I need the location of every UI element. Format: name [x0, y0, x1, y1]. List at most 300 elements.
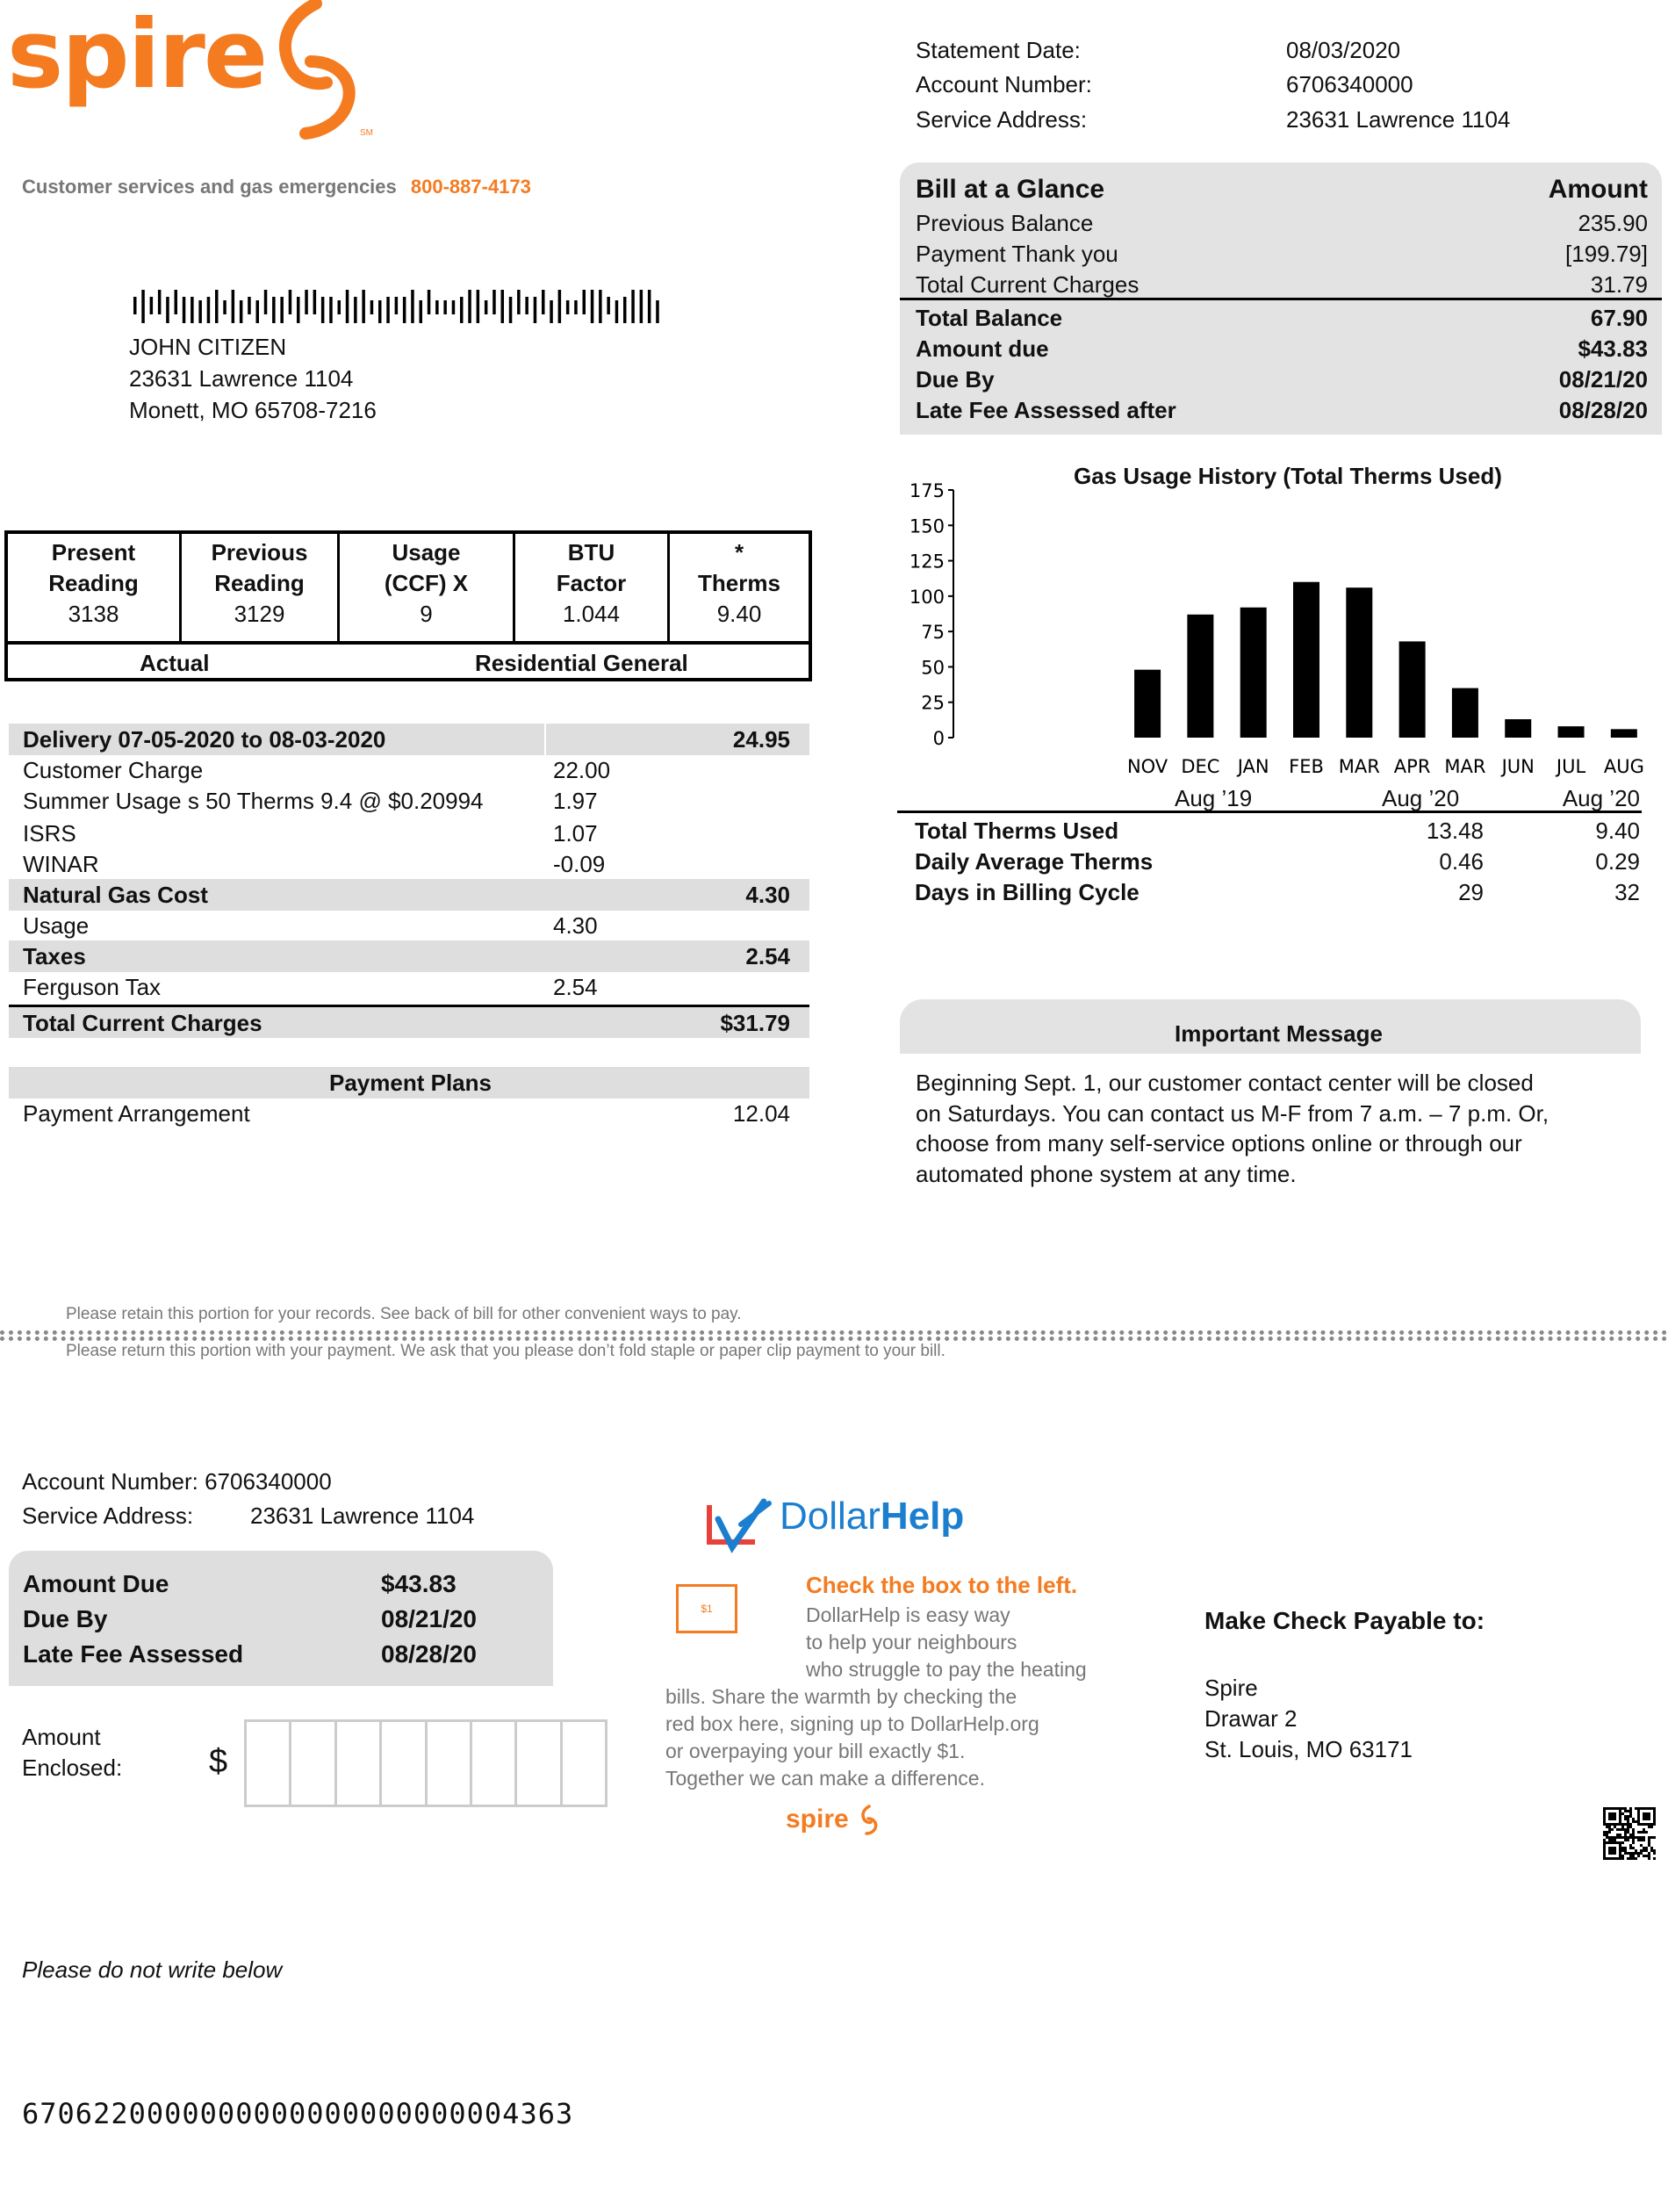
- glance-row: [900, 208, 1662, 239]
- charge-value: 1.07: [553, 820, 598, 847]
- qr-module: [1635, 1807, 1637, 1810]
- qr-module: [1632, 1818, 1635, 1820]
- barcode-bar: [215, 290, 219, 323]
- qr-module: [1635, 1849, 1637, 1852]
- stub-amount-due: $43.83: [381, 1570, 457, 1597]
- x-tick-label: DEC: [1181, 756, 1220, 777]
- barcode-bar: [428, 290, 431, 314]
- usage-label: Total Therms Used: [915, 818, 1119, 844]
- col-value: 9.40: [716, 601, 762, 627]
- reading-col-btu: [515, 534, 670, 641]
- charge-row: [9, 910, 809, 941]
- account-number: 6706340000: [1286, 71, 1413, 97]
- customer-address-2: Monett, MO 65708-7216: [129, 397, 377, 423]
- qr-module: [1635, 1857, 1637, 1860]
- currency-symbol: $: [209, 1743, 228, 1780]
- charge-row: [9, 971, 809, 1003]
- qr-module: [1640, 1844, 1643, 1847]
- usage-summary-row: [897, 877, 1642, 908]
- stub-account-number: Account Number: 6706340000: [22, 1468, 332, 1495]
- qr-module: [1640, 1849, 1643, 1852]
- qr-module: [1648, 1855, 1650, 1857]
- service-address-label: Service Address:: [916, 106, 1088, 133]
- charge-value: -0.09: [553, 851, 606, 877]
- plan-label: Payment Arrangement: [23, 1100, 250, 1127]
- glance-value: $43.83: [1578, 335, 1648, 362]
- stub-service-label: Service Address:: [22, 1502, 194, 1529]
- barcode-bar: [509, 297, 513, 323]
- digit-box[interactable]: [472, 1722, 517, 1805]
- qr-module: [1632, 1836, 1635, 1839]
- barcode-bar: [566, 300, 570, 314]
- dollarhelp-line: who struggle to pay the heating: [806, 1658, 1087, 1681]
- qr-module: [1624, 1839, 1627, 1841]
- stub-service-value: 23631 Lawrence 1104: [250, 1502, 475, 1529]
- qr-module: [1648, 1826, 1650, 1828]
- message-line: on Saturdays. You can contact us M-F from 7 a.m. – 7 p.m. Or,: [916, 1100, 1549, 1127]
- qr-module: [1624, 1834, 1627, 1836]
- qr-module: [1621, 1847, 1624, 1849]
- qr-module: [1632, 1831, 1635, 1834]
- y-tick-label: 125: [909, 551, 945, 573]
- col-value: 3138: [68, 601, 119, 627]
- barcode-bar: [591, 290, 594, 323]
- qr-module: [1632, 1820, 1635, 1823]
- amount-enclosed-label-2: Enclosed:: [22, 1754, 123, 1781]
- barcode-bar: [313, 290, 317, 314]
- qr-module: [1629, 1823, 1632, 1826]
- qr-module: [1614, 1836, 1616, 1839]
- qr-module: [1619, 1828, 1621, 1831]
- qr-module: [1632, 1847, 1635, 1849]
- reading-col-therms: [670, 534, 809, 641]
- qr-module: [1643, 1847, 1645, 1849]
- dollarhelp-checkbox[interactable]: [676, 1584, 737, 1633]
- qr-module: [1632, 1857, 1635, 1860]
- dollarhelp-checkbox-label: $1: [701, 1603, 713, 1615]
- qr-module: [1606, 1836, 1608, 1839]
- qr-module: [1643, 1855, 1645, 1857]
- delivery-label: Delivery 07-05-2020 to 08-03-2020: [23, 726, 386, 753]
- qr-module: [1621, 1812, 1624, 1815]
- dollarhelp-headline: Check the box to the left.: [806, 1572, 1078, 1598]
- qr-module: [1606, 1831, 1608, 1834]
- barcode-bar: [411, 290, 414, 323]
- qr-module: [1624, 1823, 1627, 1826]
- usage-summary-header: [897, 780, 1642, 813]
- qr-module: [1632, 1841, 1635, 1844]
- qr-module: [1643, 1828, 1645, 1831]
- charge-value: 4.30: [553, 912, 598, 939]
- glance-label: Total Current Charges: [916, 271, 1140, 298]
- qr-module: [1635, 1836, 1637, 1839]
- qr-module: [1621, 1828, 1624, 1831]
- perforation-line: [0, 1330, 1668, 1335]
- glance-label: Due By: [916, 366, 995, 393]
- barcode-bar: [232, 290, 235, 323]
- qr-module: [1624, 1818, 1627, 1820]
- col-header: BTU: [567, 539, 615, 566]
- x-tick-label: MAR: [1338, 756, 1380, 777]
- delivery-total: 24.95: [732, 726, 790, 753]
- qr-module: [1627, 1820, 1629, 1823]
- amount-enclosed-input[interactable]: [244, 1719, 608, 1807]
- barcode-bar: [183, 297, 186, 323]
- qr-module: [1611, 1828, 1614, 1831]
- rate-class: Residential General: [475, 650, 688, 676]
- qr-module: [1629, 1815, 1632, 1818]
- col-header: Previous: [211, 539, 308, 566]
- barcode-bar: [607, 297, 610, 314]
- perforation-line: [0, 1337, 1668, 1341]
- barcode-bar: [420, 300, 423, 323]
- barcode-bar: [305, 290, 308, 314]
- qr-module: [1629, 1855, 1632, 1857]
- col-header: Reading: [48, 570, 139, 596]
- stub-late-fee: 08/28/20: [381, 1640, 477, 1668]
- charge-row: [9, 785, 809, 817]
- qr-module: [1635, 1820, 1637, 1823]
- charge-label: ISRS: [23, 820, 76, 847]
- barcode-bar: [158, 290, 162, 314]
- payable-line-3: St. Louis, MO 63171: [1204, 1736, 1413, 1762]
- usage-value-b: 0.29: [1595, 848, 1640, 875]
- qr-module: [1629, 1810, 1632, 1812]
- glance-label: Total Balance: [916, 305, 1063, 331]
- plan-value: 12.04: [732, 1100, 790, 1127]
- charge-label: Summer Usage s 50 Therms 9.4 @ $0.20994: [23, 788, 484, 814]
- barcode-bar: [395, 297, 399, 314]
- dollarhelp-line: red box here, signing up to DollarHelp.org: [665, 1712, 1039, 1735]
- total-current-charges-row: [9, 1005, 809, 1038]
- barcode-bar: [280, 297, 284, 323]
- qr-module: [1608, 1831, 1611, 1834]
- usage-col-3: Aug ’20: [1562, 785, 1640, 811]
- qr-module: [1627, 1839, 1629, 1841]
- qr-code: [1603, 1807, 1656, 1860]
- ocr-scanline: 6706220000000000000000000004363: [22, 2097, 574, 2130]
- amount-enclosed-label-1: Amount: [22, 1724, 101, 1750]
- barcode-bar: [354, 297, 357, 323]
- usage-bar: [1452, 688, 1478, 738]
- qr-module: [1621, 1849, 1624, 1852]
- qr-module: [1606, 1826, 1608, 1828]
- qr-module: [1627, 1857, 1629, 1860]
- dollarhelp-line: or overpaying your bill exactly $1.: [665, 1740, 966, 1762]
- qr-module: [1637, 1836, 1640, 1839]
- charge-value: 2.54: [553, 974, 598, 1000]
- usage-bar: [1505, 719, 1531, 738]
- qr-module: [1608, 1826, 1611, 1828]
- postal-barcode: [133, 290, 671, 323]
- barcode-bar: [370, 300, 374, 314]
- qr-finder-center: [1608, 1847, 1616, 1855]
- barcode-bar: [492, 290, 496, 314]
- qr-module: [1648, 1857, 1650, 1860]
- reading-col-previous: [182, 534, 340, 641]
- qr-module: [1619, 1834, 1621, 1836]
- qr-module: [1653, 1852, 1656, 1855]
- qr-module: [1653, 1857, 1656, 1860]
- taxes-header-row: [9, 940, 809, 972]
- qr-module: [1608, 1828, 1611, 1831]
- charge-row: [9, 848, 809, 880]
- usage-value-a: 29: [1458, 879, 1484, 905]
- x-tick-label: FEB: [1289, 756, 1324, 777]
- barcode-bar: [403, 297, 406, 323]
- barcode-bar: [534, 297, 537, 323]
- usage-bar: [1611, 729, 1637, 738]
- x-tick-label: NOV: [1126, 756, 1168, 777]
- barcode-bar: [631, 290, 635, 323]
- x-tick-label: APR: [1393, 756, 1431, 777]
- qr-module: [1627, 1818, 1629, 1820]
- total-charges-value: $31.79: [720, 1010, 790, 1036]
- qr-module: [1629, 1857, 1632, 1860]
- bill-at-a-glance: [900, 162, 1662, 435]
- spire-flame-icon: [858, 1805, 879, 1836]
- customer-name: JOHN CITIZEN: [129, 334, 287, 360]
- y-tick-label: 50: [921, 657, 945, 679]
- qr-module: [1616, 1834, 1619, 1836]
- qr-module: [1627, 1828, 1629, 1831]
- barcode-bar: [517, 290, 521, 314]
- gas-cost-total: 4.30: [745, 882, 790, 908]
- column-divider: [544, 724, 546, 755]
- reading-col-present: [8, 534, 182, 641]
- qr-module: [1650, 1836, 1653, 1839]
- digit-box[interactable]: [563, 1722, 605, 1805]
- dollarhelp-spire-logo: [786, 1805, 879, 1836]
- barcode-bar: [640, 290, 643, 323]
- glance-row: [900, 334, 1662, 364]
- qr-module: [1643, 1836, 1645, 1839]
- important-message-header: [900, 999, 1641, 1054]
- qr-module: [1643, 1831, 1645, 1834]
- y-tick-label: 25: [921, 692, 945, 714]
- qr-module: [1632, 1839, 1635, 1841]
- qr-module: [1614, 1839, 1616, 1841]
- qr-module: [1627, 1852, 1629, 1855]
- spire-flame-icon: [262, 0, 367, 141]
- usage-value-a: 0.46: [1439, 848, 1484, 875]
- qr-module: [1603, 1834, 1606, 1836]
- payment-plans-header: [9, 1067, 809, 1099]
- qr-module: [1621, 1841, 1624, 1844]
- reading-footer: [8, 641, 809, 678]
- qr-module: [1608, 1839, 1611, 1841]
- barcode-bar: [501, 290, 505, 323]
- digit-box[interactable]: [382, 1722, 427, 1805]
- glance-amount-header: Amount: [1548, 175, 1648, 204]
- barcode-bar: [166, 297, 169, 323]
- qr-module: [1624, 1831, 1627, 1834]
- glance-value: 08/28/20: [1558, 397, 1648, 423]
- barcode-bar: [256, 300, 260, 323]
- important-message-title: Important Message: [1175, 1020, 1383, 1047]
- gas-cost-label: Natural Gas Cost: [23, 882, 208, 908]
- dollarhelp-logo-a: Dollar: [780, 1495, 881, 1538]
- barcode-bar: [362, 290, 365, 323]
- payable-title: Make Check Payable to:: [1204, 1607, 1485, 1634]
- x-tick-label: MAR: [1444, 756, 1486, 777]
- usage-bar: [1187, 615, 1213, 738]
- barcode-bar: [443, 300, 447, 314]
- support-phone[interactable]: 800-887-4173: [410, 176, 531, 198]
- qr-module: [1611, 1836, 1614, 1839]
- qr-module: [1629, 1826, 1632, 1828]
- y-tick-label: 0: [932, 728, 945, 749]
- barcode-bar: [289, 290, 292, 314]
- payment-plan-row: [9, 1098, 809, 1129]
- barcode-bar: [550, 300, 553, 323]
- qr-module: [1635, 1852, 1637, 1855]
- dollarhelp-line: DollarHelp is easy way: [806, 1603, 1010, 1626]
- qr-module: [1640, 1852, 1643, 1855]
- stub-amount-due-label: Amount Due: [23, 1570, 169, 1597]
- qr-module: [1629, 1834, 1632, 1836]
- glance-label: Amount due: [916, 335, 1049, 362]
- barcode-bar: [378, 300, 382, 323]
- barcode-bar: [191, 297, 194, 323]
- barcode-bar: [248, 297, 251, 314]
- barcode-bar: [338, 300, 342, 314]
- qr-module: [1627, 1836, 1629, 1839]
- y-tick-label: 150: [909, 515, 945, 537]
- digit-box[interactable]: [428, 1722, 472, 1805]
- barcode-bar: [558, 290, 562, 323]
- taxes-label: Taxes: [23, 943, 86, 969]
- barcode-bar: [329, 297, 333, 323]
- qr-module: [1624, 1836, 1627, 1839]
- dollarhelp-heart-icon: [702, 1493, 781, 1563]
- digit-box[interactable]: [337, 1722, 382, 1805]
- qr-module: [1632, 1834, 1635, 1836]
- qr-module: [1650, 1826, 1653, 1828]
- digit-box[interactable]: [247, 1722, 291, 1805]
- chart-title: Gas Usage History (Total Therms Used): [1074, 463, 1502, 489]
- usage-value-a: 13.48: [1426, 818, 1484, 844]
- usage-bar: [1293, 582, 1319, 738]
- barcode-bar: [175, 290, 178, 314]
- support-line: [22, 176, 531, 198]
- stub-due-by-label: Due By: [23, 1605, 108, 1632]
- qr-module: [1603, 1839, 1606, 1841]
- qr-module: [1648, 1844, 1650, 1847]
- qr-module: [1624, 1815, 1627, 1818]
- barcode-bar: [574, 300, 578, 314]
- qr-finder-center: [1643, 1812, 1650, 1820]
- qr-module: [1653, 1849, 1656, 1852]
- y-tick-label: 175: [909, 480, 945, 501]
- qr-finder-center: [1608, 1812, 1616, 1820]
- digit-box[interactable]: [291, 1722, 336, 1805]
- payment-plans-title: Payment Plans: [329, 1070, 492, 1096]
- qr-module: [1648, 1841, 1650, 1844]
- glance-value: 31.79: [1590, 271, 1648, 298]
- meter-reading-table: [4, 530, 812, 681]
- usage-label: Daily Average Therms: [915, 848, 1154, 875]
- usage-summary-row: [897, 847, 1642, 877]
- qr-module: [1643, 1839, 1645, 1841]
- qr-module: [1632, 1852, 1635, 1855]
- col-header: Therms: [698, 570, 780, 596]
- qr-module: [1624, 1847, 1627, 1849]
- y-tick-label: 100: [909, 586, 945, 608]
- glance-row: [900, 270, 1662, 300]
- charge-label: Ferguson Tax: [23, 974, 162, 1000]
- barcode-bar: [615, 300, 619, 323]
- col-header: Usage: [392, 539, 461, 566]
- barcode-bar: [468, 290, 471, 323]
- qr-module: [1624, 1810, 1627, 1812]
- usage-value-b: 32: [1614, 879, 1640, 905]
- digit-box[interactable]: [517, 1722, 562, 1805]
- barcode-bar: [150, 297, 154, 314]
- usage-bar: [1134, 670, 1161, 738]
- qr-module: [1632, 1855, 1635, 1857]
- account-number-label: Account Number:: [916, 71, 1092, 97]
- glance-label: Payment Thank you: [916, 241, 1118, 267]
- charge-label: WINAR: [23, 851, 99, 877]
- col-value: 3129: [234, 601, 285, 627]
- do-not-write-notice: Please do not write below: [22, 1956, 283, 1983]
- x-tick-label: JUL: [1556, 756, 1586, 777]
- message-line: choose from many self-service options online or through our: [916, 1130, 1522, 1156]
- stub-late-fee-label: Late Fee Assessed: [23, 1640, 244, 1668]
- qr-module: [1637, 1855, 1640, 1857]
- barcode-bar: [583, 290, 586, 314]
- barcode-bar: [599, 290, 602, 323]
- barcode-bar: [223, 300, 226, 314]
- qr-module: [1650, 1847, 1653, 1849]
- payable-line-1: Spire: [1204, 1675, 1258, 1701]
- charge-label: Customer Charge: [23, 757, 204, 783]
- barcode-bar: [207, 297, 211, 323]
- barcode-bar: [525, 297, 528, 314]
- glance-row: [900, 364, 1662, 395]
- barcode-bar: [386, 297, 390, 323]
- barcode-bar: [542, 290, 545, 314]
- taxes-total: 2.54: [745, 943, 790, 969]
- glance-label: Late Fee Assessed after: [916, 397, 1176, 423]
- col-value: 1.044: [562, 601, 621, 627]
- charge-value: 22.00: [553, 757, 611, 783]
- qr-module: [1616, 1836, 1619, 1839]
- barcode-bar: [198, 300, 202, 323]
- col-header: Factor: [556, 570, 627, 596]
- charge-row: [9, 818, 809, 849]
- barcode-bar: [656, 300, 659, 323]
- usage-label: Days in Billing Cycle: [915, 879, 1140, 905]
- barcode-bar: [460, 297, 464, 323]
- qr-module: [1627, 1823, 1629, 1826]
- dollarhelp-line: bills. Share the warmth by checking the: [665, 1685, 1017, 1708]
- barcode-bar: [141, 290, 145, 323]
- qr-module: [1648, 1836, 1650, 1839]
- dollarhelp-logo: [780, 1495, 964, 1538]
- y-tick-label: 75: [921, 622, 945, 644]
- service-mark: SM: [360, 128, 373, 138]
- qr-module: [1627, 1831, 1629, 1834]
- qr-module: [1640, 1831, 1643, 1834]
- col-header: *: [734, 539, 744, 566]
- qr-module: [1637, 1852, 1640, 1855]
- service-address: 23631 Lawrence 1104: [1286, 106, 1511, 133]
- qr-module: [1621, 1826, 1624, 1828]
- glance-value: 08/21/20: [1558, 366, 1648, 393]
- col-header: (CCF) X: [384, 570, 469, 596]
